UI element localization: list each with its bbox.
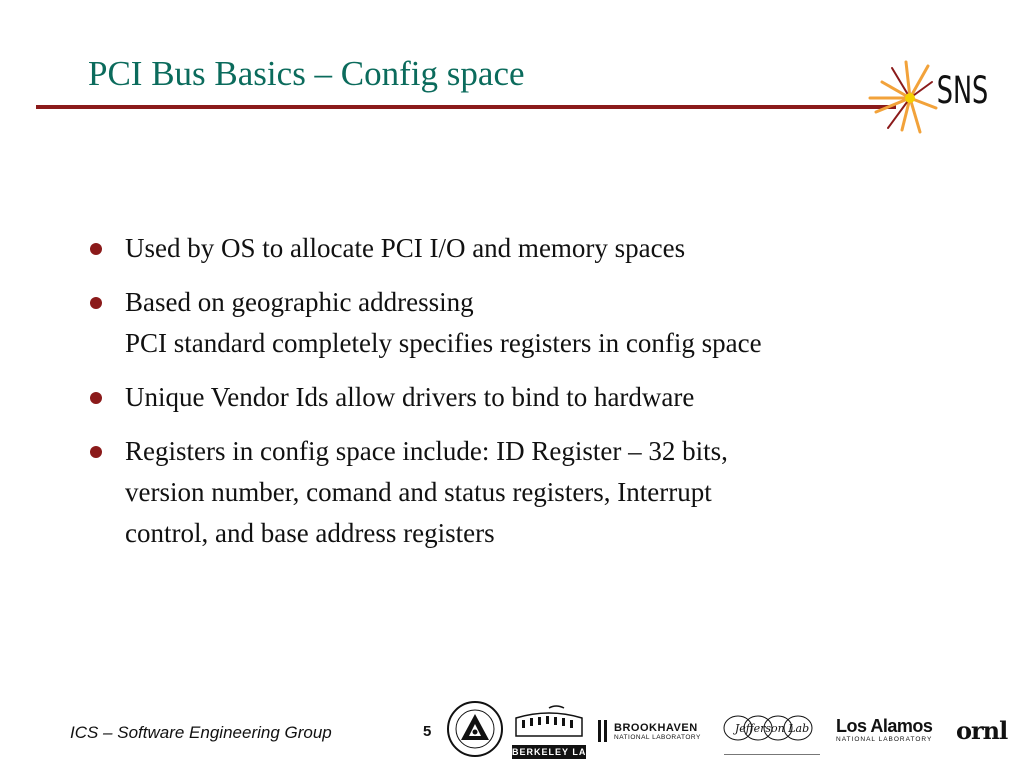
brookhaven-sublabel: NATIONAL LABORATORY <box>614 733 701 741</box>
bullet-text: Registers in config space include: ID Register – 32 bits, <box>125 436 728 466</box>
brookhaven-logo <box>596 718 708 744</box>
bullet-marker <box>90 392 102 404</box>
bullet-text: version number, comand and status registers, Interrupt <box>125 477 712 507</box>
bullet-marker <box>90 297 102 309</box>
slide-title: PCI Bus Basics – Config space <box>88 54 525 93</box>
berkeley-lab-label: BERKELEY LAB <box>512 747 594 757</box>
brookhaven-mark-icon <box>596 718 610 744</box>
bullet-marker <box>90 446 102 458</box>
brookhaven-label: BROOKHAVEN <box>614 721 698 734</box>
jefferson-lab-logo <box>718 710 826 754</box>
los-alamos-logo <box>836 716 946 743</box>
bullet-text: Used by OS to allocate PCI I/O and memory spaces <box>125 233 686 263</box>
bullet-list <box>88 228 988 567</box>
bullet-text: Unique Vendor Ids allow drivers to bind to hardware <box>125 382 695 412</box>
berkeley-lab-logo <box>512 704 594 758</box>
jefferson-lab-subline <box>724 754 820 755</box>
bullet-item <box>88 377 988 418</box>
jefferson-lab-icon <box>718 710 826 746</box>
ornl-logo: ornl <box>956 716 1008 745</box>
jefferson-lab-label: Jefferson Lab <box>734 722 810 735</box>
page-number: 5 <box>423 723 432 740</box>
title-underline <box>36 105 896 109</box>
bullet-marker <box>90 243 102 255</box>
los-alamos-label: Los Alamos <box>836 716 933 736</box>
sns-logo <box>862 52 992 142</box>
bullet-text: Based on geographic addressing <box>125 287 474 317</box>
sns-logo-text: SNS <box>936 68 989 113</box>
bullet-item <box>88 228 988 269</box>
footer-group-name: ICS – Software Engineering Group <box>70 723 332 742</box>
berkeley-building-icon <box>512 704 586 738</box>
los-alamos-sublabel: NATIONAL LABORATORY <box>836 736 933 743</box>
bullet-text: control, and base address registers <box>125 518 495 548</box>
argonne-logo <box>446 700 504 758</box>
bullet-item <box>88 282 988 364</box>
bullet-text: PCI standard completely specifies registers in config space <box>125 328 762 358</box>
bullet-item <box>88 431 988 554</box>
